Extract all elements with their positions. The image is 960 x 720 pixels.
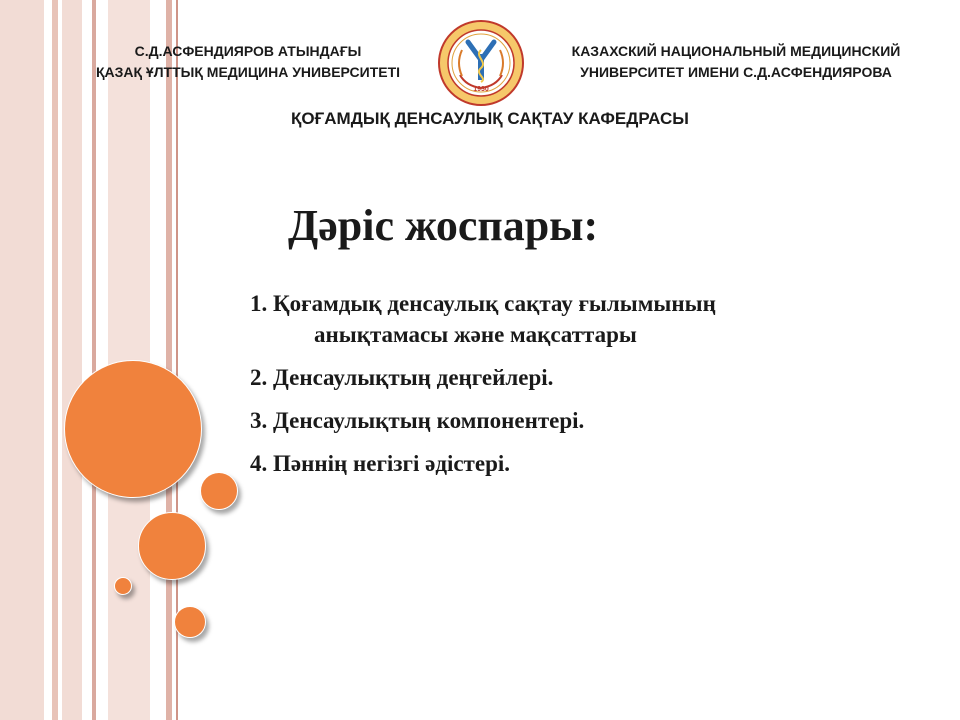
university-name-kazakh xyxy=(52,41,444,83)
logo-year: 1930 xyxy=(473,86,489,93)
plan-item-4: 4. Пәннің негізгі әдістері. xyxy=(250,451,510,476)
department-name: ҚОҒАМДЫҚ ДЕНСАУЛЫҚ САҚТАУ КАФЕДРАСЫ xyxy=(291,109,689,128)
header-left-line2: ҚАЗАҚ ҰЛТТЫҚ МЕДИЦИНА УНИВЕРСИТЕТІ xyxy=(95,64,401,80)
plan-item-2: 2. Денсаулықтың деңгейлері. xyxy=(250,365,554,390)
decorative-circle-large xyxy=(64,360,202,498)
plan-item-1-line1: 1. Қоғамдық денсаулық сақтау ғылымының xyxy=(250,291,716,316)
plan-item-1-line2: анықтамасы және мақсаттары xyxy=(314,322,637,347)
plan-item-1 xyxy=(250,288,930,350)
university-name-russian xyxy=(540,41,932,83)
decorative-circle-medium xyxy=(138,512,206,580)
header-left-line1: С.Д.АСФЕНДИЯРОВ АТЫНДАҒЫ xyxy=(134,43,362,59)
plan-item-3: 3. Денсаулықтың компонентері. xyxy=(250,408,585,433)
decorative-circle-small-2 xyxy=(174,606,206,638)
decorative-stripes xyxy=(0,0,240,720)
lecture-plan-list xyxy=(250,288,930,491)
slide-title: Дәріс жоспары: xyxy=(288,201,599,250)
header-right-line2: УНИВЕРСИТЕТ ИМЕНИ С.Д.АСФЕНДИЯРОВА xyxy=(580,64,892,80)
decorative-circle-small-1 xyxy=(200,472,238,510)
header-right-line1: КАЗАХСКИЙ НАЦИОНАЛЬНЫЙ МЕДИЦИНСКИЙ xyxy=(571,43,901,59)
university-seal-logo xyxy=(438,20,524,106)
decorative-circle-tiny xyxy=(114,577,132,595)
